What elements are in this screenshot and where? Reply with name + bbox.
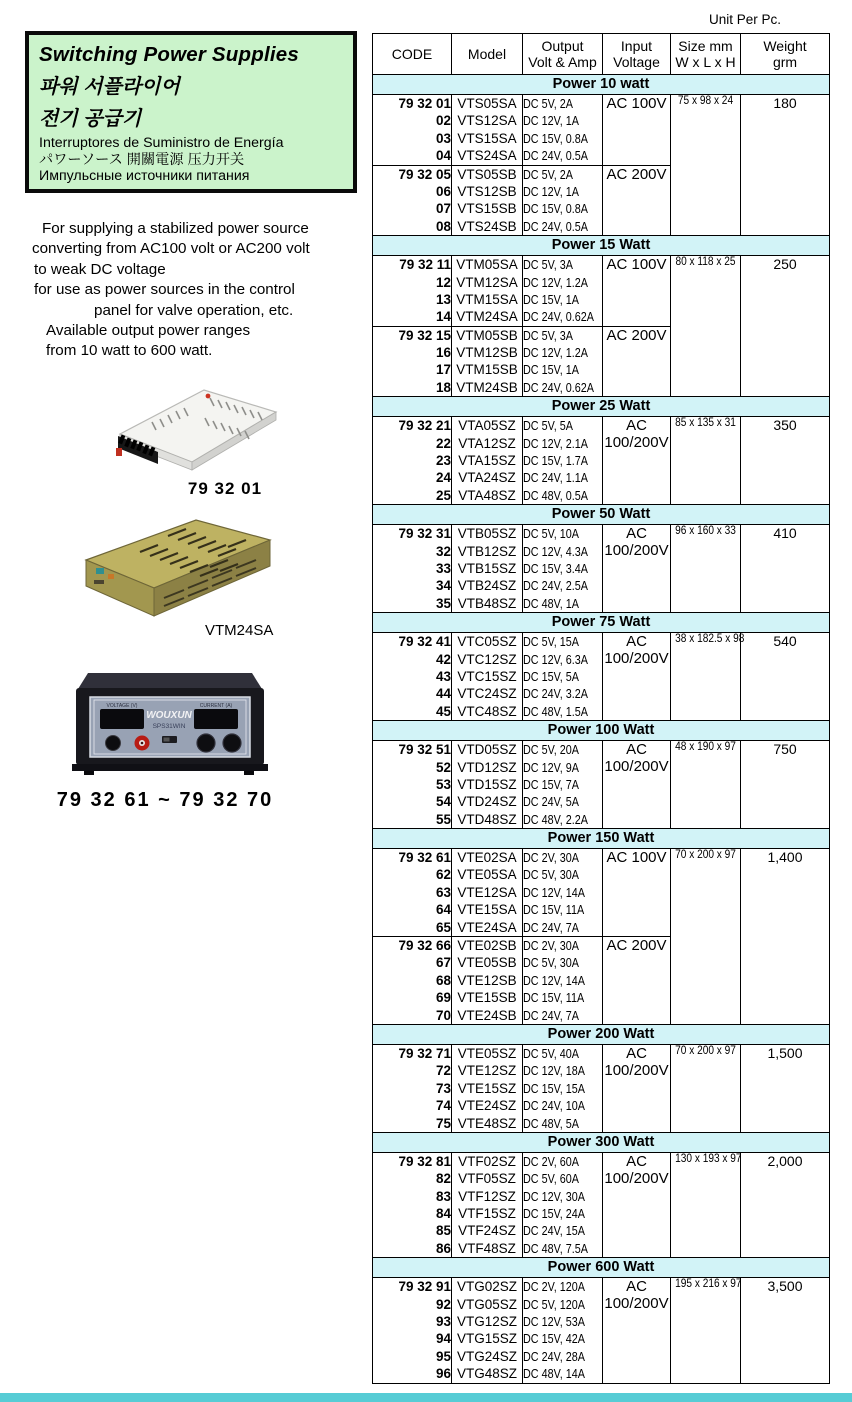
current-display-label: CURRENT (A)	[199, 703, 233, 709]
input-voltage-cell: AC 100/200V	[603, 741, 671, 829]
col-header-output: Output Volt & Amp	[523, 34, 603, 75]
current-display	[194, 709, 238, 729]
input-voltage-cell: AC 200V	[603, 326, 671, 397]
output-cell: DC 5V, 2A DC 12V, 1A DC 15V, 0.8A DC 24V, 0.5A	[523, 95, 603, 166]
section-title-0: Power 10 watt	[373, 75, 830, 95]
size-cell: 80 x 118 x 25	[671, 256, 741, 397]
table-row-group	[373, 95, 830, 166]
section-title-6: Power 150 Watt	[373, 829, 830, 849]
table-row-group	[373, 849, 830, 937]
component-orange	[108, 574, 114, 579]
section-header-row	[373, 1132, 830, 1152]
size-cell: 70 x 200 x 97	[671, 849, 741, 1025]
psu-top-face	[78, 673, 262, 689]
size-cell: 75 x 98 x 24	[671, 95, 741, 236]
size-cell: 38 x 182.5 x 98	[671, 633, 741, 721]
input-voltage-cell: AC 200V	[603, 165, 671, 236]
code-cell: 79 32 41 42 43 44 45	[373, 633, 452, 721]
product-caption-3: 79 32 61 ~ 79 32 70	[56, 789, 274, 811]
section-title-5: Power 100 Watt	[373, 721, 830, 741]
catalog-table-body	[373, 75, 830, 1384]
code-cell: 79 32 11 12 13 14	[373, 256, 452, 327]
text-line: For supplying a stabilized power source	[42, 220, 309, 237]
component-teal	[96, 568, 104, 574]
gold-psu-image	[72, 512, 282, 624]
section-title-3: Power 50 Watt	[373, 505, 830, 525]
weight-cell: 180	[741, 95, 830, 236]
code-cell: 79 32 61 62 63 64 65	[373, 849, 452, 937]
model-cell: VTC05SZ VTC12SZ VTC15SZ VTC24SZ VTC48SZ	[452, 633, 523, 721]
weight-cell: 750	[741, 741, 830, 829]
input-voltage-cell: AC 100/200V	[603, 1152, 671, 1257]
input-voltage-cell: AC 100/200V	[603, 1278, 671, 1383]
code-cell: 79 32 31 32 33 34 35	[373, 525, 452, 613]
section-title-4: Power 75 Watt	[373, 613, 830, 633]
open-frame-psu-image	[92, 378, 287, 478]
section-header-row	[373, 613, 830, 633]
section-title-9: Power 600 Watt	[373, 1258, 830, 1278]
input-voltage-cell: AC 100V	[603, 95, 671, 166]
output-cell: DC 5V, 3A DC 12V, 1.2A DC 15V, 1A DC 24V, 0.62A	[523, 256, 603, 327]
title-russian: Импульсные источники питания	[39, 168, 250, 184]
code-cell: 79 32 21 22 23 24 25	[373, 417, 452, 505]
size-cell: 195 x 216 x 97	[671, 1278, 741, 1383]
col-header-weight: Weight grm	[741, 34, 830, 75]
model-cell: VTE02SB VTE05SB VTE12SB VTE15SB VTE24SB	[452, 937, 523, 1025]
bottom-accent-bar	[0, 1393, 852, 1402]
input-voltage-cell: AC 100V	[603, 849, 671, 937]
output-cell: DC 5V, 3A DC 12V, 1.2A DC 15V, 1A DC 24V, 0.62A	[523, 326, 603, 397]
section-header-row	[373, 75, 830, 95]
code-cell: 79 32 01 02 03 04	[373, 95, 452, 166]
section-header-row	[373, 721, 830, 741]
size-cell: 96 x 160 x 33	[671, 525, 741, 613]
model-cell: VTE05SZ VTE12SZ VTE15SZ VTE24SZ VTE48SZ	[452, 1044, 523, 1132]
table-row-group	[373, 1152, 830, 1257]
col-header-size: Size mm W x L x H	[671, 34, 741, 75]
output-cell: DC 5V, 2A DC 12V, 1A DC 15V, 0.8A DC 24V, 0.5A	[523, 165, 603, 236]
adjust-knob-left	[197, 734, 215, 752]
text-line: to weak DC voltage	[34, 260, 166, 278]
desc2	[30, 321, 364, 362]
title-spanish: Interruptores de Suministro de Energía	[39, 135, 284, 151]
section-header-row	[373, 505, 830, 525]
code-cell: 79 32 81 82 83 84 85 86	[373, 1152, 452, 1257]
col-header-model: Model	[452, 34, 523, 75]
weight-cell: 1,400	[741, 849, 830, 1025]
weight-cell: 2,000	[741, 1152, 830, 1257]
size-cell: 85 x 135 x 31	[671, 417, 741, 505]
model-cell: VTE02SA VTE05SA VTE12SA VTE15SA VTE24SA	[452, 849, 523, 937]
code-cell: 79 32 15 16 17 18	[373, 326, 452, 397]
output-cell: DC 5V, 5A DC 12V, 2.1A DC 15V, 1.7A DC 24V, 1.1A DC 48V, 0.5A	[523, 417, 603, 505]
page-title: Switching Power Supplies	[39, 43, 299, 66]
catalog-table	[372, 33, 830, 1384]
weight-cell: 410	[741, 525, 830, 613]
model-cell: VTS05SB VTS12SB VTS15SB VTS24SB	[452, 165, 523, 236]
model-cell: VTF02SZ VTF05SZ VTF12SZ VTF15SZ VTF24SZ VTF48SZ	[452, 1152, 523, 1257]
model-cell: VTG02SZ VTG05SZ VTG12SZ VTG15SZ VTG24SZ VTG48SZ	[452, 1278, 523, 1383]
code-cell: 79 32 05 06 07 08	[373, 165, 452, 236]
input-voltage-cell: AC 100/200V	[603, 1044, 671, 1132]
col-header-code: CODE	[373, 34, 452, 75]
model-cell: VTS05SA VTS12SA VTS15SA VTS24SA	[452, 95, 523, 166]
bench-psu-image	[68, 655, 273, 780]
code-cell: 79 32 71 72 73 74 75	[373, 1044, 452, 1132]
code-cell: 79 32 66 67 68 69 70	[373, 937, 452, 1025]
black-binding-post	[106, 736, 121, 751]
weight-cell: 250	[741, 256, 830, 397]
input-voltage-cell: AC 100/200V	[603, 525, 671, 613]
output-cell: DC 5V, 40A DC 12V, 18A DC 15V, 15A DC 24V, 10A DC 48V, 5A	[523, 1044, 603, 1132]
title-box	[25, 31, 357, 193]
model-cell: VTD05SZ VTD12SZ VTD15SZ VTD24SZ VTD48SZ	[452, 741, 523, 829]
title-korean-2: 전기 공급기	[39, 108, 142, 130]
product-caption-1: 79 32 01	[187, 479, 263, 498]
voltage-display	[100, 709, 144, 729]
weight-cell: 350	[741, 417, 830, 505]
size-cell: 48 x 190 x 97	[671, 741, 741, 829]
brand-logo: WOUXUN	[146, 710, 192, 721]
size-cell: 70 x 200 x 97	[671, 1044, 741, 1132]
size-cell: 130 x 193 x 97	[671, 1152, 741, 1257]
section-title-2: Power 25 Watt	[373, 397, 830, 417]
text-line: Available output power ranges	[46, 322, 251, 339]
adjust-knob-right	[223, 734, 241, 752]
model-cell: VTM05SB VTM12SB VTM15SB VTM24SB	[452, 326, 523, 397]
input-voltage-cell: AC 100/200V	[603, 417, 671, 505]
table-row-group	[373, 633, 830, 721]
table-row-group	[373, 256, 830, 327]
output-cell: DC 5V, 15A DC 12V, 6.3A DC 15V, 5A DC 24V, 3.2A DC 48V, 1.5A	[523, 633, 603, 721]
table-row-group	[373, 417, 830, 505]
table-header-row	[373, 34, 830, 75]
table-row-group	[373, 1044, 830, 1132]
component-dark	[94, 580, 104, 584]
text-line: converting from AC100 volt or AC200 volt	[32, 240, 310, 258]
section-header-row	[373, 829, 830, 849]
section-title-8: Power 300 Watt	[373, 1132, 830, 1152]
red-led	[206, 394, 211, 399]
table-row-group	[373, 741, 830, 829]
voltage-display-label: VOLTAGE (V)	[106, 703, 138, 709]
section-header-row	[373, 236, 830, 256]
text-line: from 10 watt to 600 watt.	[46, 342, 213, 360]
section-header-row	[373, 397, 830, 417]
weight-cell: 540	[741, 633, 830, 721]
input-voltage-cell: AC 200V	[603, 937, 671, 1025]
col-header-input: Input Voltage	[603, 34, 671, 75]
section-header-row	[373, 1024, 830, 1044]
product-caption-2: VTM24SA	[205, 622, 274, 639]
psu-base	[72, 764, 268, 771]
weight-cell: 1,500	[741, 1044, 830, 1132]
desc1	[30, 219, 364, 321]
model-cell: VTB05SZ VTB12SZ VTB15SZ VTB24SZ VTB48SZ	[452, 525, 523, 613]
output-cell: DC 2V, 120A DC 5V, 120A DC 12V, 53A DC 15V, 42A DC 24V, 28A DC 48V, 14A	[523, 1278, 603, 1383]
output-cell: DC 2V, 60A DC 5V, 60A DC 12V, 30A DC 15V, 24A DC 24V, 15A DC 48V, 7.5A	[523, 1152, 603, 1257]
panel-model: SPS31WIN	[152, 723, 186, 730]
text-line: panel for valve operation, etc.	[94, 301, 294, 319]
model-cell: VTA05SZ VTA12SZ VTA15SZ VTA24SZ VTA48SZ	[452, 417, 523, 505]
table-row-group	[373, 1278, 830, 1383]
code-cell: 79 32 51 52 53 54 55	[373, 741, 452, 829]
output-cell: DC 2V, 30A DC 5V, 30A DC 12V, 14A DC 15V, 11A DC 24V, 7A	[523, 849, 603, 937]
code-cell: 79 32 91 92 93 94 95 96	[373, 1278, 452, 1383]
title-japanese-chinese: パワーソース 開關電源 压力开关	[39, 151, 245, 168]
model-cell: VTM05SA VTM12SA VTM15SA VTM24SA	[452, 256, 523, 327]
text-line: for use as power sources in the control	[34, 281, 295, 299]
section-header-row	[373, 1258, 830, 1278]
input-voltage-cell: AC 100V	[603, 256, 671, 327]
output-cell: DC 2V, 30A DC 5V, 30A DC 12V, 14A DC 15V, 11A DC 24V, 7A	[523, 937, 603, 1025]
section-title-1: Power 15 Watt	[373, 236, 830, 256]
unit-per-pc-label: Unit Per Pc.	[708, 12, 781, 27]
output-cell: DC 5V, 10A DC 12V, 4.3A DC 15V, 3.4A DC 24V, 2.5A DC 48V, 1A	[523, 525, 603, 613]
section-title-7: Power 200 Watt	[373, 1024, 830, 1044]
input-voltage-cell: AC 100/200V	[603, 633, 671, 721]
output-cell: DC 5V, 20A DC 12V, 9A DC 15V, 7A DC 24V, 5A DC 48V, 2.2A	[523, 741, 603, 829]
table-row-group	[373, 525, 830, 613]
weight-cell: 3,500	[741, 1278, 830, 1383]
title-korean-1: 파워 서플라이어	[39, 76, 180, 98]
